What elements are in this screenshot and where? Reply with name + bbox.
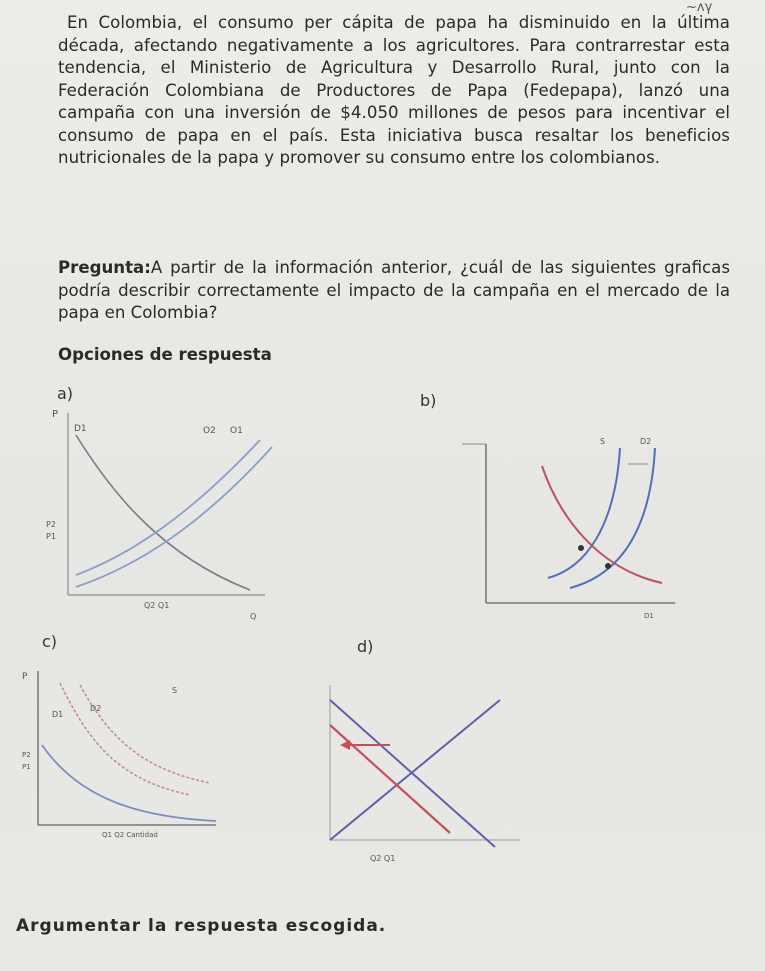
graph-a-supply-o1 [76, 440, 260, 575]
option-c-label[interactable]: c) [42, 632, 58, 651]
graph-a-label-p: P [52, 409, 59, 420]
graph-b-equilibrium-1 [578, 545, 584, 551]
graph-c-label-s: S [172, 686, 178, 695]
graph-c-label-p2: P2 [22, 751, 31, 759]
graph-b-supply-2 [570, 448, 655, 588]
graph-d-supply-line [330, 700, 500, 840]
intro-text: En Colombia, el consumo per cápita de papa ha disminuido en la última década, afectando negativamente a los agricultores. Para contrarrestar esta tendencia, el Ministerio de Agricultura y Desarrollo Rural, junto con la Federación Colombiana de Productores de Papa (Fedepapa), lanzó una campaña con una inversión de $4.050 millones de pesos para incentivar el consumo de papa en el país. Esta iniciativa busca resaltar los beneficios nutricionales de la papa y promover su consumo entre los colombianos. [58, 13, 730, 167]
graph-d-demand-line [330, 700, 495, 847]
options-title: Opciones de respuesta [58, 345, 272, 364]
graph-b-equilibrium-2 [605, 563, 611, 569]
question-text: A partir de la información anterior, ¿cuál de las siguientes graficas podría describir correctamente el impacto de la campaña en el mercado de la papa en Colombia? [58, 258, 730, 322]
graph-a[interactable] [40, 405, 280, 620]
graph-a-label-o2: O2 [203, 426, 216, 436]
footer-instruction: Argumentar la respuesta escogida. [16, 916, 387, 936]
graph-b-label-d1: D1 [644, 612, 654, 620]
graph-b-supply-1 [548, 448, 620, 578]
graph-d-label-q: Q2 Q1 [370, 854, 396, 863]
graph-a-label-d1: D1 [74, 424, 87, 434]
graph-b-label-s: S [600, 437, 606, 446]
graph-d[interactable] [300, 665, 540, 880]
graph-a-demand-curve [76, 435, 250, 590]
graph-a-label-p2: P2 [46, 520, 56, 529]
graph-c-label-x: Q1 Q2 Cantidad [102, 831, 158, 839]
option-d-label[interactable]: d) [357, 637, 374, 656]
option-b-label[interactable]: b) [420, 391, 437, 410]
graph-b[interactable] [450, 428, 680, 628]
graph-c-label-d2: D2 [90, 704, 102, 713]
intro-paragraph [58, 12, 730, 170]
option-a-label[interactable]: a) [57, 384, 74, 403]
question-paragraph [58, 257, 730, 325]
graph-a-label-o1: O1 [230, 426, 243, 436]
graph-c-demand-d1 [60, 683, 190, 795]
graph-a-label-q: Q2 Q1 [144, 601, 170, 610]
graph-c-label-p1: P1 [22, 763, 31, 771]
graph-c[interactable] [20, 665, 230, 860]
graph-a-supply-o2 [76, 447, 272, 587]
graph-d-arrow-head [340, 740, 350, 750]
graph-c-label-d1: D1 [52, 710, 64, 719]
graph-b-label-d2: D2 [640, 437, 652, 446]
question-label: Pregunta: [58, 258, 151, 277]
graph-b-demand-curve [542, 466, 662, 583]
graph-a-label-origin: Q [250, 612, 257, 620]
graph-c-supply-curve [42, 745, 216, 821]
graph-c-label-p: P [22, 672, 28, 682]
graph-c-demand-d2 [80, 685, 210, 783]
corner-handwritten-mark: ~ʌγ [686, 0, 713, 15]
graph-a-label-p1: P1 [46, 532, 56, 541]
